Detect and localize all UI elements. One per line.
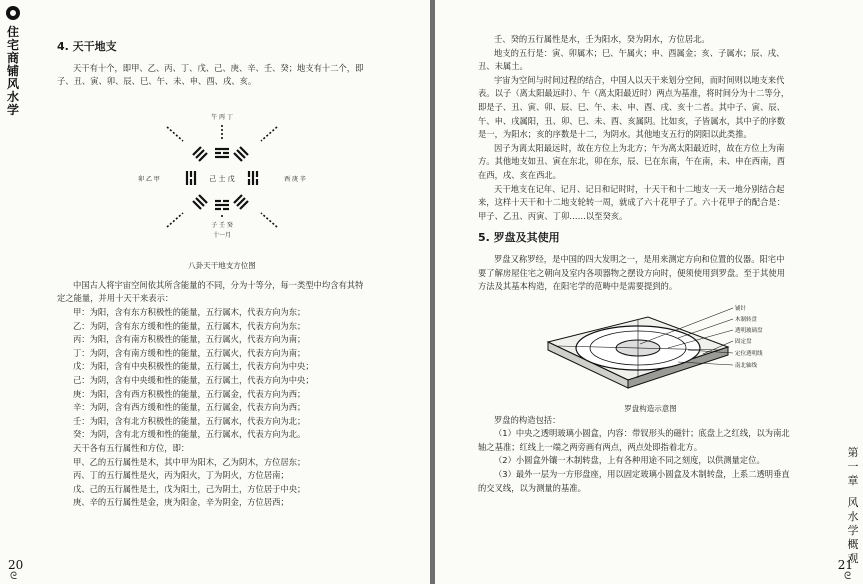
swirl-ornament-icon: ᘓ	[843, 571, 851, 582]
diagram-bottom-label: 子 壬 癸	[211, 221, 233, 229]
body-line: 因子为离太阳最远时，故在方位上为北方；午为离太阳最近时，故在方位上为南	[494, 142, 785, 153]
stem-line: 甲：为阳，含有东方积极性的能量，五行属木，代表方向为东；	[73, 306, 306, 317]
structure-line: 罗盘的构造包括：	[494, 414, 561, 425]
intro-line: 天干有十个，即甲、乙、丙、丁、戊、己、庚、辛、壬、癸；地支有十二个，即	[73, 62, 364, 73]
body-line: 丑、未属土。	[478, 61, 528, 72]
luopan-label: 铺针	[735, 305, 747, 312]
luopan-diagram-graphic	[528, 302, 768, 400]
diagram-top-label: 午 丙 丁	[211, 113, 233, 121]
chapter-section-label: 风水学概观	[847, 496, 859, 565]
figure-caption: 罗盘构造示意图	[624, 403, 677, 413]
diagram-bottom-extra: 十一月	[212, 231, 232, 239]
tail-line: 丙、丁的五行属性是火，丙为阳火，丁为阴火，方位居南；	[73, 470, 289, 481]
body-line: 即是子、丑、寅、卯、辰、巳、午、未、申、酉、戌、亥十二者。其中子、寅、辰、	[478, 101, 785, 112]
body-line: 要了解房屋住宅之朝向及室内各项器物之摆设方向时，便须使用到罗盘。至于其使用	[478, 267, 785, 278]
luopan-label: 南北轴线	[735, 362, 758, 369]
body-line: 甲子、乙丑、丙寅、丁卯……以至癸亥。	[478, 210, 628, 221]
structure-line: （3）最外一层为一方形盘座，用以固定玻璃小圆盒及木制转盘，上系二透明垂直	[494, 469, 790, 480]
stem-line: 乙：为阴，含有东方缓和性的能量，五行属木，代表方向为东；	[73, 320, 306, 331]
body-line: 方。其他地支如丑、寅在东北，卯在东，辰、巳在东南，午在南，未、申在西南，酉	[478, 156, 785, 167]
stem-line: 丙：为阳，含有南方积极性的能量，五行属火，代表方向为南；	[73, 334, 306, 345]
luopan-label: 固定盘	[735, 338, 752, 345]
stem-line: 庚：为阳，含有西方积极性的能量，五行属金，代表方向为西；	[73, 388, 306, 399]
luopan-figure	[478, 302, 823, 414]
bagua-diagram	[57, 97, 387, 279]
chapter-side-title	[846, 446, 860, 566]
side-title	[5, 6, 21, 117]
diagram-center-text: 己 土 戊	[209, 174, 235, 183]
left-content	[57, 34, 387, 510]
tail-line: 天干各有五行属性和方位，即：	[73, 442, 190, 453]
body-line: 午、申、戌属阳，丑、卯、巳、未、酉、亥属阴。比如亥，子皆属水，其中子的序数	[478, 115, 785, 126]
body-line: 天干地支在记年、记月、记日和记时时，十天干和十二地支一天一地分别结合起	[494, 183, 785, 194]
body-line: 壬、癸的五行属性是水，壬为阳水，癸为阴水，方位居北。	[494, 34, 710, 44]
chapter-label: 第一章	[847, 446, 859, 487]
right-content	[478, 33, 823, 495]
tail-line: 庚、辛的五行属性是金，庚为阳金，辛为阴金，方位居西；	[73, 497, 289, 508]
stem-line: 癸：为阴，含有北方缓和性的能量，五行属水，代表方向为北。	[73, 429, 306, 440]
body-line: 宇宙为空间与时间过程的结合，中国人以天干来划分空间，而时间则以地支来代	[494, 74, 785, 85]
structure-line: （2）小圆盒外镶一木制转盘，上有各种用途不同之刻度，以供测量定位。	[494, 455, 765, 466]
page-number-left: 20	[8, 558, 24, 572]
diagram-left-label: 卯 乙 甲	[138, 175, 160, 183]
section-heading-5: 5. 罗盘及其使用	[478, 231, 560, 245]
side-title-text: 住宅商铺风水学	[6, 25, 19, 117]
stem-line: 丁：为阴，含有南方缓和性的能量，五行属火，代表方向为南；	[73, 347, 306, 358]
luopan-label: 定位透明线	[735, 350, 763, 357]
page-number-right: 21	[837, 558, 853, 572]
structure-line: （1）中央之透明玻璃小圆盒，内容：带钗形头的磁针；底盘上之红线，以为南北	[494, 428, 790, 439]
stem-line: 戊：为阳，含有中央积极性的能量，五行属土，代表方向为中央；	[73, 361, 314, 372]
body-line: 是一，为阳水；亥的序数是十二，为阴水。其他地支五行的阴阳以此类推。	[478, 129, 752, 140]
body-line: 罗盘又称罗经，是中国的四大发明之一，是用来测定方向和位置的仪器。阳宅中	[494, 253, 785, 264]
diagram-caption: 八卦天干地支方位图	[188, 260, 256, 270]
taiji-logo-icon	[6, 6, 20, 20]
luopan-label: 透明玻璃盘	[735, 327, 763, 334]
swirl-ornament-icon: ᘓ	[10, 571, 18, 582]
tail-line: 戊、己的五行属性是土，戊为阳土，己为阴土，方位居于中央；	[73, 483, 306, 494]
body-line: 表。以子（离太阳最远时）、午（离太阳最近时）两点为基准，将时间分为十二等分，	[478, 88, 790, 99]
structure-line: 的交叉线，以为测量的基准。	[478, 482, 586, 493]
diagram-right-label: 酉 庚 辛	[284, 175, 306, 183]
body-line: 来，这样十天干和十二地支轮转一周，就成了六十花甲子了。六十花甲子的配合是：	[478, 197, 785, 208]
body-line: 在西，戌、亥在西北。	[478, 169, 561, 180]
stem-line: 己：为阴，含有中央缓和性的能量，五行属土，代表方向为中央；	[73, 374, 314, 385]
stem-line: 辛：为阴，含有西方缓和性的能量，五行属金，代表方向为西；	[73, 402, 306, 413]
right-page	[435, 0, 863, 584]
bagua-diagram-graphic	[127, 97, 317, 257]
structure-line: 轴之基准；红线上一端之两旁画有两点，两点处即指着北方。	[478, 441, 703, 452]
section-heading-4: 4. 天干地支	[57, 40, 117, 53]
tail-line: 甲、乙的五行属性是木，其中甲为阳木，乙为阴木，方位居东；	[73, 456, 306, 467]
luopan-label: 木制转盘	[735, 316, 758, 323]
intro-line: 子、丑、寅、卯、辰、巳、午、未、申、酉、戌、亥。	[57, 76, 257, 87]
body-line: 中国古人将宇宙空间依其所含能量的不同，分为十等分，每一类型中均含有其特	[73, 279, 364, 290]
body-line: 定之能量，并用十天干来表示：	[57, 293, 174, 304]
left-page	[0, 0, 430, 584]
stem-line: 壬：为阳，含有北方积极性的能量，五行属水，代表方向为北；	[73, 415, 306, 426]
body-line: 地支的五行是：寅、卯属木；巳、午属火；申、酉属金；亥、子属水；辰、戌、	[494, 47, 785, 58]
body-line: 方法及其基本构造，在阳宅学的范畴中是需要提到的。	[478, 281, 678, 292]
